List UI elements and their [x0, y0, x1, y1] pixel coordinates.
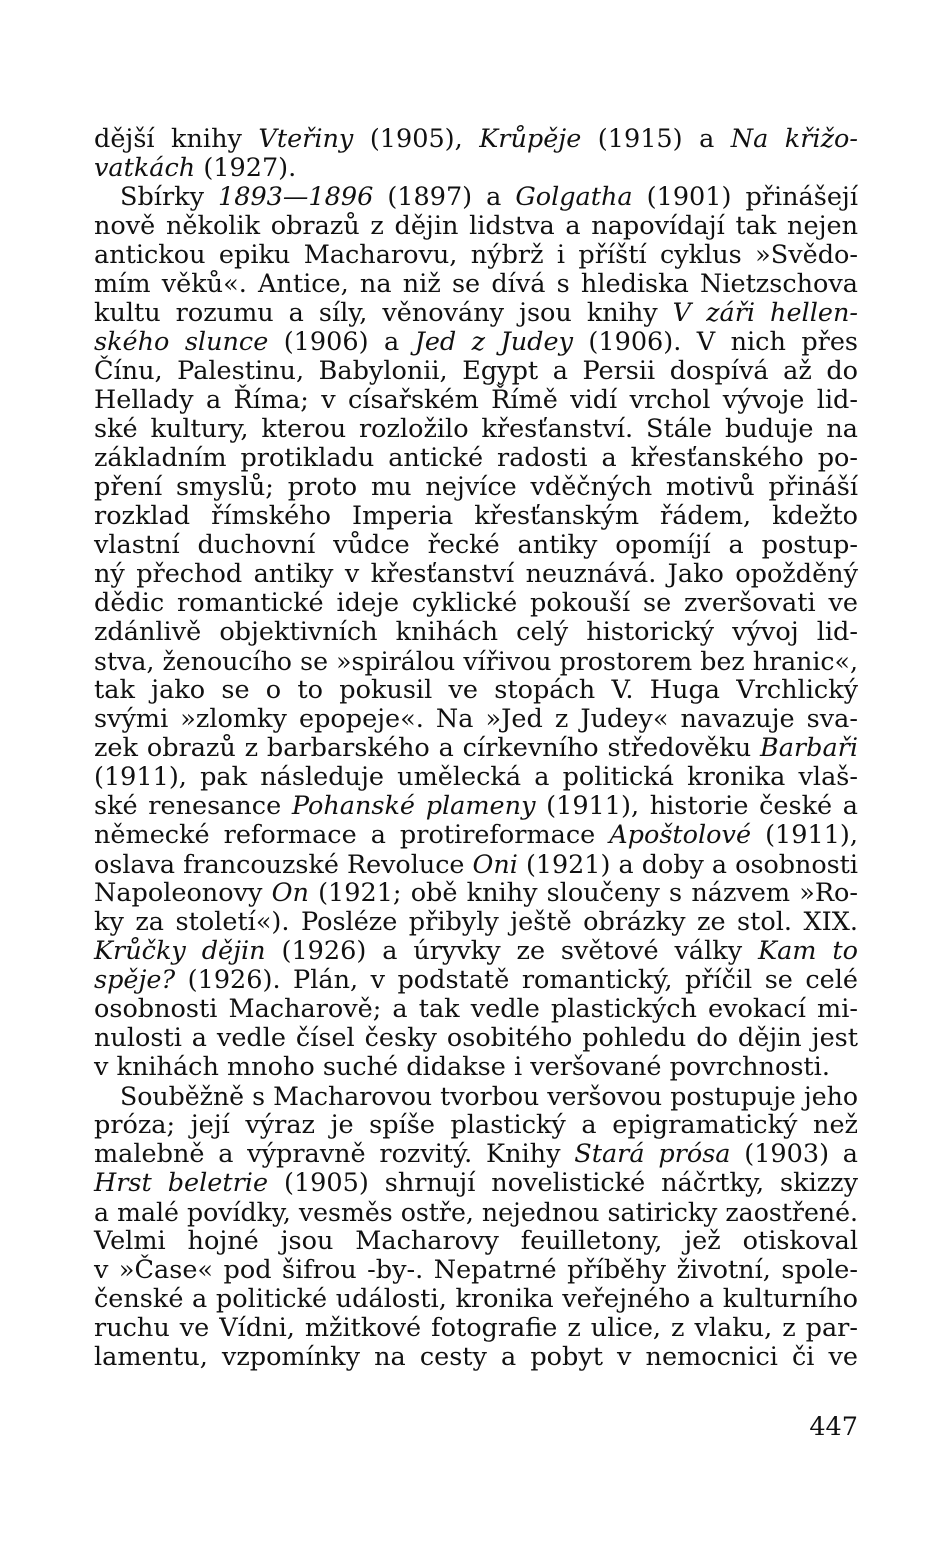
text-run: (1906). V nich přes	[573, 327, 859, 357]
text-line	[94, 676, 858, 705]
text-run: (1921; obě knihy sloučeny s názvem »Ro-	[308, 878, 858, 908]
text-line	[94, 328, 858, 357]
text-line	[94, 1169, 858, 1198]
text-run: zek obrazů z barbarského a církevního středověku	[94, 733, 760, 763]
text-run: čenské a politické události, kronika veřejného a kulturního	[94, 1284, 858, 1314]
text-run: (1897) a	[373, 182, 516, 212]
text-run: (1911),	[751, 820, 858, 850]
text-run: (1901) přinášejí	[632, 182, 858, 212]
text-run: vlastní duchovní vůdce řecké antiky opomíjí a postup-	[94, 530, 858, 560]
italic-title: Barbaři	[759, 733, 858, 763]
text-run: kultu rozumu a síly, věnovány jsou knihy	[94, 298, 673, 328]
text-run: ské kultury, kterou rozložilo křesťanství. Stále buduje na	[94, 414, 858, 444]
italic-title: Hrst beletrie	[94, 1168, 269, 1198]
text-run: (1926) a úryvky ze světové války	[265, 936, 759, 966]
text-line	[94, 154, 858, 183]
text-line	[94, 763, 858, 792]
text-line	[94, 1140, 858, 1169]
italic-title: On	[271, 878, 309, 908]
text-run: (1927).	[195, 153, 297, 183]
text-line	[94, 125, 858, 154]
italic-title: Na křižo-	[730, 124, 858, 154]
text-run: antickou epiku Macharovu, nýbrž i příští cyklus »Svědo-	[94, 240, 858, 270]
italic-title: Krůpěje	[479, 124, 582, 154]
text-run: nově několik obrazů z dějin lidstva a napovídají tak nejen	[94, 211, 858, 241]
text-line	[94, 1285, 858, 1314]
italic-title: vatkách	[94, 153, 196, 183]
italic-title: Vteřiny	[258, 124, 354, 154]
text-run: (1915) a	[581, 124, 731, 154]
text-line	[94, 473, 858, 502]
text-run: pření smyslů; proto mu nejvíce vděčných motivů přináší	[94, 472, 858, 502]
text-run: rozklad římského Imperia křesťanským řádem, kdežto	[94, 501, 858, 531]
text-run: (1906) a	[268, 327, 415, 357]
italic-title: V záři hellen-	[672, 298, 858, 328]
italic-title: Kam to	[758, 936, 858, 966]
text-run: osobnosti Macharově; a tak vedle plastických evokací mi-	[94, 994, 858, 1024]
text-line	[94, 850, 858, 879]
text-run: próza; její výraz je spíše plastický a epigramatický než	[94, 1110, 858, 1140]
text-run: (1911), historie české a	[535, 791, 858, 821]
text-run: Souběžně s Macharovou tvorbou veršovou postupuje jeho	[120, 1082, 858, 1111]
text-line	[94, 966, 858, 995]
text-run: (1926). Plán, v podstatě romantický, příčil se celé	[175, 965, 858, 995]
italic-title: spěje?	[94, 965, 176, 995]
italic-title: Jed z Judey	[414, 327, 573, 357]
page-number: 447	[809, 1412, 858, 1442]
text-run: (1905) shrnují novelistické náčrtky, skizzy	[268, 1168, 858, 1198]
text-run: dědic romantické ideje cyklické pokouší se zveršovati ve	[94, 588, 858, 618]
text-line	[94, 560, 858, 589]
text-line	[94, 444, 858, 473]
italic-title: 1893—1896	[218, 182, 374, 212]
text-line	[94, 299, 858, 328]
text-line	[94, 415, 858, 444]
text-line	[94, 821, 858, 850]
text-run: ný přechod antiky v křesťanství neuznává. Jako opožděný	[94, 559, 858, 589]
text-line	[94, 1053, 858, 1082]
body-text	[94, 125, 858, 1372]
italic-title: Krůčky dějin	[94, 936, 266, 966]
text-run: Čínu, Palestinu, Babylonii, Egypt a Persii dospívá až do	[94, 356, 858, 386]
italic-title: Oni	[472, 849, 518, 879]
text-line	[94, 212, 858, 241]
italic-title: Pohanské plameny	[291, 791, 536, 821]
text-run: stva, ženoucího se »spirálou vířivou prostorem bez hranic«,	[94, 647, 858, 676]
text-line	[94, 183, 858, 212]
text-run: Napoleonovy	[94, 878, 272, 908]
text-run: Sbírky	[120, 182, 219, 212]
text-run: (1921) a doby a osobnosti	[517, 849, 859, 879]
text-line	[94, 270, 858, 299]
text-line	[94, 1227, 858, 1256]
text-line	[94, 386, 858, 415]
text-line	[94, 618, 858, 647]
text-run: (1903) a	[730, 1139, 859, 1169]
text-run: v knihách mnoho suché didakse i veršované povrchnosti.	[94, 1052, 830, 1082]
text-run: ruchu ve Vídni, mžitkové fotografie z ulice, z vlaku, z par-	[94, 1313, 858, 1343]
text-line	[94, 1024, 858, 1053]
text-line	[94, 995, 858, 1024]
text-run: ky za století«). Posléze přibyly ještě obrázky ze stol. XIX.	[94, 907, 858, 937]
text-run: lamentu, vzpomínky na cesty a pobyt v nemocnici či ve	[94, 1342, 858, 1372]
text-run: základním protikladu antické radosti a křesťanského po-	[94, 443, 858, 473]
text-run: (1911), pak následuje umělecká a politická kronika vlaš-	[94, 762, 858, 792]
text-line	[94, 531, 858, 560]
text-line	[94, 705, 858, 734]
text-line	[94, 647, 858, 676]
text-run: tak jako se o to pokusil ve stopách V. Huga Vrchlický	[94, 675, 858, 705]
text-run: Velmi hojné jsou Macharovy feuilletony, jež otiskoval	[94, 1226, 858, 1256]
text-run: dější knihy	[94, 124, 259, 154]
italic-title: Stará prósa	[574, 1139, 731, 1169]
text-line	[94, 502, 858, 531]
italic-title: Apoštolové	[609, 820, 752, 850]
text-line	[94, 1256, 858, 1285]
text-line	[94, 1198, 858, 1227]
text-line	[94, 589, 858, 618]
italic-title: Golgatha	[515, 182, 633, 212]
text-line	[94, 1343, 858, 1372]
text-run: a malé povídky, vesměs ostře, nejednou satiricky zaostřené.	[94, 1198, 858, 1227]
text-line	[94, 357, 858, 386]
text-run: (1905),	[353, 124, 480, 154]
text-line	[94, 1082, 858, 1111]
text-run: mím věků«. Antice, na niž se dívá s hlediska Nietzschova	[94, 269, 858, 299]
text-line	[94, 879, 858, 908]
text-run: ské renesance	[94, 791, 292, 821]
text-line	[94, 937, 858, 966]
text-run: německé reformace a protireformace	[94, 820, 610, 850]
italic-title: ského slunce	[94, 327, 269, 357]
text-run: oslava francouzské Revoluce	[94, 849, 473, 879]
text-run: nulosti a vedle čísel česky osobitého pohledu do dějin jest	[94, 1023, 858, 1053]
text-line	[94, 1314, 858, 1343]
text-run: malebně a výpravně rozvitý. Knihy	[94, 1139, 575, 1169]
text-run: v »Čase« pod šifrou -by-. Nepatrné příběhy životní, spole-	[94, 1255, 858, 1285]
text-line	[94, 792, 858, 821]
text-line	[94, 241, 858, 270]
text-line	[94, 1111, 858, 1140]
text-line	[94, 908, 858, 937]
text-run: zdánlivě objektivních knihách celý historický vývoj lid-	[94, 617, 858, 647]
text-run: svými »zlomky epopeje«. Na »Jed z Judey« navazuje sva-	[94, 704, 858, 734]
text-line	[94, 734, 858, 763]
text-run: Hellady a Říma; v císařském Římě vidí vrchol vývoje lid-	[94, 385, 858, 415]
